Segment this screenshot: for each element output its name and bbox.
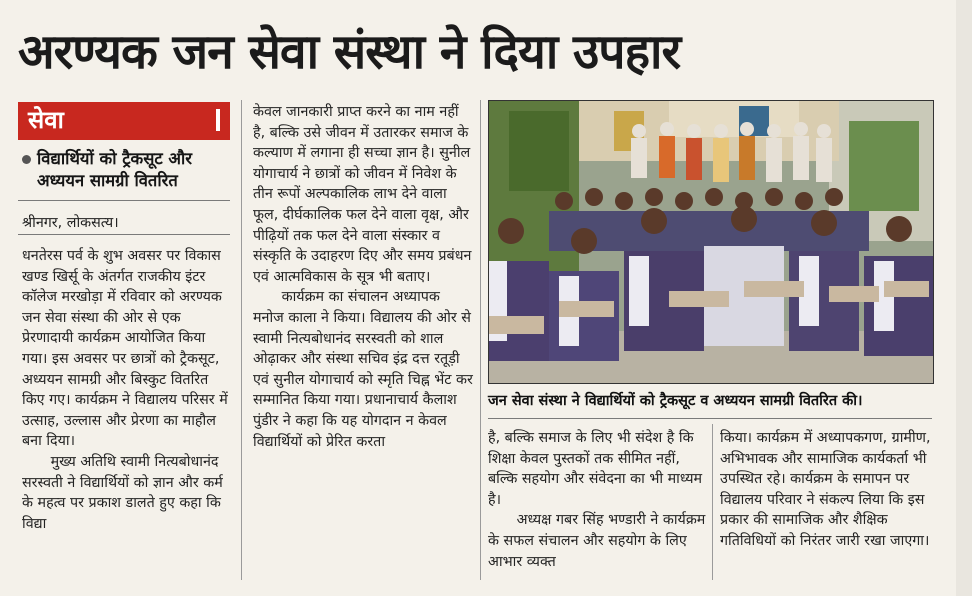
col4-para-1: किया। कार्यक्रम में अध्यापकगण, ग्रामीण, अभिभावक और सामाजिक कार्यकर्ता भी उपस्थित रहे। कार्यक्रम के समापन पर विद्यालय परिवार ने संकल्प लिया कि इस प्रकार की सामाजिक और शैक्षिक गतिविधियों को निरंतर जारी रखा जाएगा। (720, 430, 931, 549)
caption-rule (488, 418, 932, 419)
column-4 (720, 428, 934, 552)
dateline: श्रीनगर, लोकसत्य। (22, 215, 119, 231)
page-edge (956, 0, 972, 596)
col2-para-2: कार्यक्रम का संचालन अध्यापक मनोज काला ने किया। विद्यालय की ओर से स्वामी नित्यबोधानंद सरस्वती को शाल ओढ़ाकर और संस्था सचिव इंद्र दत्त रतूड़ी एवं सुनील योगाचार्य को स्मृति चिह्न भेंट कर सम्मानित किया गया। प्रधानाचार्य कैलाश पुंडीर ने कहा कि यह योगदान न केवल विद्यार्थियों को प्रेरित करता (253, 289, 473, 450)
tag-underline (18, 138, 230, 140)
section-tag (18, 102, 230, 138)
photo-illustration (489, 101, 933, 383)
subhead-line-2: अध्ययन सामग्री वितरित (37, 171, 178, 190)
subhead-rule (18, 200, 230, 201)
bullet-icon (22, 155, 31, 164)
col3-para-2: अध्यक्ष गबर सिंह भण्डारी ने कार्यक्रम के सफल संचालन और सहयोग के लिए आभार व्यक्त (488, 512, 706, 570)
column-3 (488, 428, 708, 572)
column-divider-1 (241, 100, 242, 580)
section-tag-label: सेवा (28, 106, 64, 134)
event-photo (488, 100, 934, 384)
subhead-line-1: विद्यार्थियों को ट्रैकसूट और (37, 149, 193, 168)
photo-caption: जन सेवा संस्था ने विद्यार्थियों को ट्रैकसूट व अध्ययन सामग्री वितरित की। (488, 393, 863, 409)
column-1 (22, 246, 234, 534)
column-2 (253, 102, 475, 452)
column-divider-2 (480, 100, 481, 580)
dateline-rule (18, 234, 230, 235)
col1-para-1: धनतेरस पर्व के शुभ अवसर पर विकास खण्ड खिर्सू के अंतर्गत राजकीय इंटर कॉलेज मरखोड़ा में रविवार को अरण्यक जन सेवा संस्था की ओर से एक प्रेरणादायी कार्यक्रम आयोजित किया गया। इस अवसर पर छात्रों को ट्रैकसूट, अध्ययन सामग्री और बिस्कुट वितरित किए गए। कार्यक्रम ने विद्यालय परिसर में उत्साह, उल्लास और प्रेरणा का माहौल बना दिया। (22, 248, 228, 450)
previous-article-strip (0, 0, 972, 10)
section-tag-bar (216, 109, 220, 131)
headline: अरण्यक जन सेवा संस्था ने दिया उपहार (18, 24, 681, 80)
col2-para-1: केवल जानकारी प्राप्त करने का नाम नहीं है, बल्कि उसे जीवन में उतारकर समाज के कल्याण में लगाना ही सच्चा ज्ञान है। सुनील योगाचार्य ने छात्रों को जीवन में निवेश के तीन रूपों अल्पकालिक लाभ देने वाला फूल, दीर्घकालिक फल देने वाला वृक्ष, और पीढ़ियों तक फल देने वाला संस्कार व संस्कृति के उदाहरण दिए और समय प्रबंधन एवं आत्मविकास के सूत्र भी बताए। (253, 104, 472, 285)
col1-para-2: मुख्य अतिथि स्वामी नित्यबोधानंद सरस्वती ने विद्यार्थियों को ज्ञान और कर्म के महत्व पर प्रकाश डालते हुए कहा कि विद्या (22, 453, 223, 532)
col3-para-1: है, बल्कि समाज के लिए भी संदेश है कि शिक्षा केवल पुस्तकों तक सीमित नहीं, बल्कि सहयोग और संवेदना का भी माध्यम है। (488, 430, 703, 508)
subheadline (22, 148, 232, 192)
column-divider-3 (712, 424, 713, 580)
